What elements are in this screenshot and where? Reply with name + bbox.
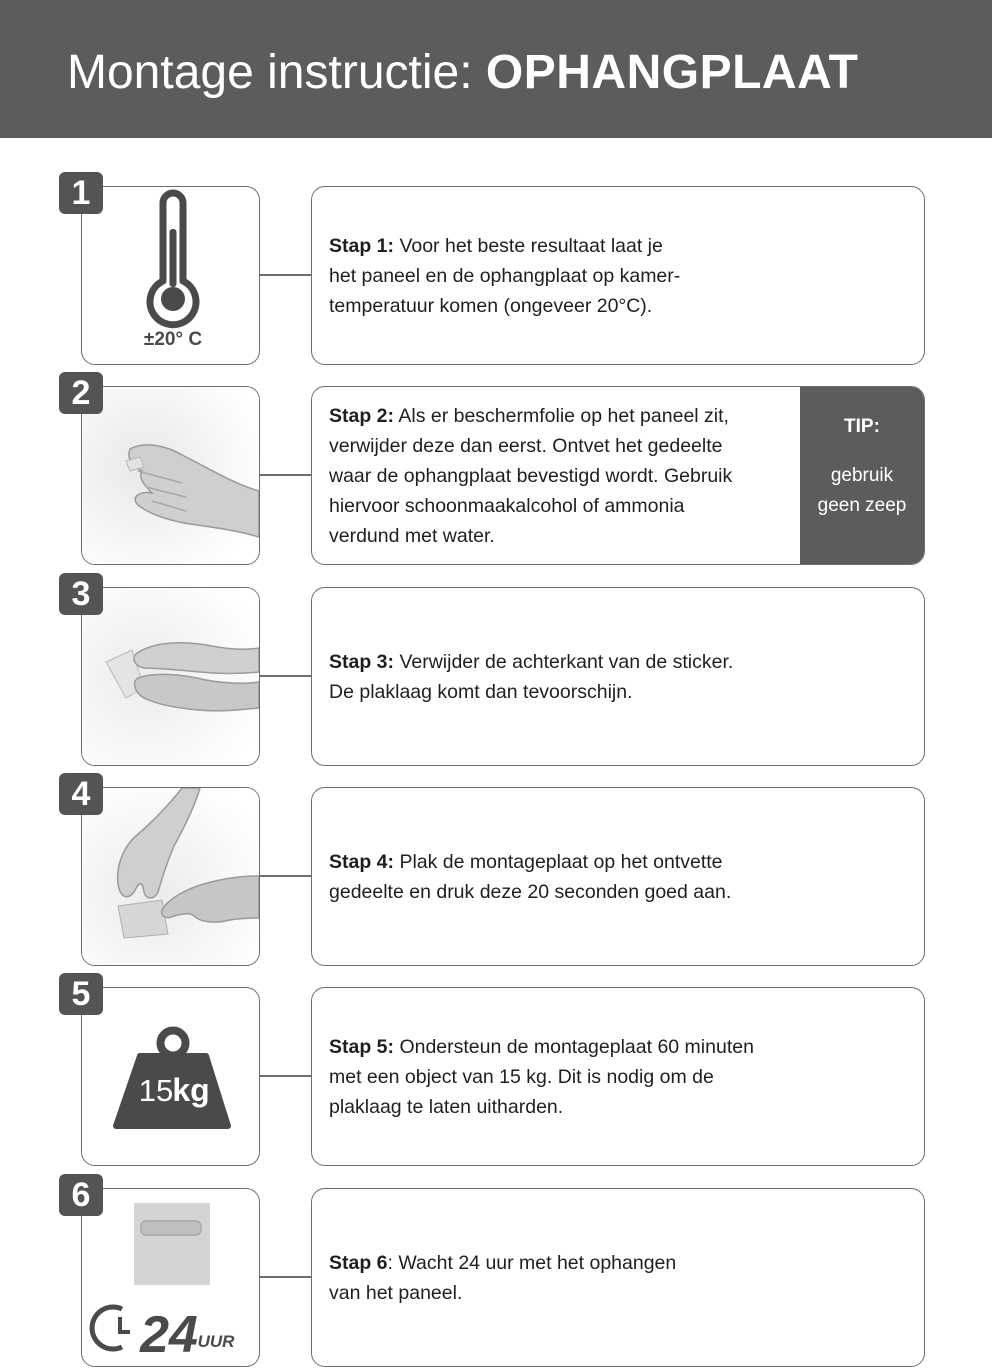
step-3 bbox=[0, 575, 992, 767]
tip-title: TIP: bbox=[844, 416, 880, 437]
step-4 bbox=[0, 775, 992, 967]
hands-peeling-sticker-photo bbox=[82, 588, 259, 765]
step-number-badge: 6 bbox=[59, 1174, 103, 1216]
connector-line bbox=[260, 1075, 312, 1077]
temperature-label: ±20° C bbox=[143, 329, 203, 350]
step-3-text-box bbox=[311, 587, 925, 766]
step-5-image bbox=[81, 987, 260, 1166]
page-title bbox=[67, 44, 859, 102]
step-4-text-box bbox=[311, 787, 925, 966]
connector-line bbox=[260, 274, 312, 276]
step-2 bbox=[0, 374, 992, 566]
step-label: Stap 3: bbox=[329, 650, 395, 673]
step-6-image bbox=[81, 1188, 260, 1367]
step-label: Stap 6 bbox=[329, 1251, 388, 1274]
mounting-plate-icon bbox=[134, 1203, 210, 1285]
step-number-badge: 3 bbox=[59, 573, 103, 615]
step-6-text-box bbox=[311, 1188, 925, 1367]
step-1-text: Stap 1: Voor het beste resultaat laat je het paneel en de ophangplaat op kamer- temperatuur komen (ongeveer 20°C). bbox=[329, 234, 681, 317]
weight-icon bbox=[82, 988, 259, 1165]
step-5-text: Stap 5: Ondersteun de montageplaat 60 minuten met een object van 15 kg. Dit is nodig om de plaklaag te laten uitharden. bbox=[329, 1035, 754, 1118]
hands-pressing-plate-photo bbox=[82, 788, 259, 965]
step-5-text-box bbox=[311, 987, 925, 1166]
connector-line bbox=[260, 474, 312, 476]
step-label: Stap 1: bbox=[329, 234, 395, 257]
step-number-badge: 1 bbox=[59, 172, 103, 214]
step-2-image bbox=[81, 386, 260, 565]
clock-24-hours-icon bbox=[82, 1189, 259, 1366]
step-2-text: Stap 2: Als er beschermfolie op het paneel zit, verwijder deze dan eerst. Ontvet het gedeelte waar de ophangplaat bevestigd wordt. Gebruik hiervoor schoonmaakalcohol of ammonia verdund met water. bbox=[329, 404, 733, 547]
step-2-text-box bbox=[311, 386, 925, 565]
connector-line bbox=[260, 875, 312, 877]
step-number-badge: 5 bbox=[59, 973, 103, 1015]
step-number-badge: 2 bbox=[59, 372, 103, 414]
hours-number: 24 bbox=[140, 1306, 198, 1364]
step-label: Stap 4: bbox=[329, 850, 395, 873]
step-3-text: Stap 3: Verwijder de achterkant van de sticker. De plaklaag komt dan tevoorschijn. bbox=[329, 650, 734, 703]
title-prefix: Montage instructie: bbox=[67, 46, 473, 99]
page-header bbox=[0, 0, 992, 138]
weight-unit: kg bbox=[172, 1072, 210, 1108]
step-3-image bbox=[81, 587, 260, 766]
tip-box bbox=[800, 387, 924, 564]
connector-line bbox=[260, 1276, 312, 1278]
step-6-text: Stap 6: Wacht 24 uur met het ophangen van het paneel. bbox=[329, 1251, 677, 1304]
step-4-image bbox=[81, 787, 260, 966]
weight-number: 15 bbox=[138, 1073, 174, 1108]
step-label: Stap 5: bbox=[329, 1035, 395, 1058]
step-1 bbox=[0, 174, 992, 366]
step-5 bbox=[0, 975, 992, 1167]
hand-cleaning-photo bbox=[82, 387, 259, 564]
hours-unit: UUR bbox=[197, 1332, 235, 1351]
step-label: Stap 2: bbox=[329, 404, 395, 427]
step-1-text-box bbox=[311, 186, 925, 365]
title-bold: OPHANGPLAAT bbox=[485, 46, 859, 99]
step-number-badge: 4 bbox=[59, 773, 103, 815]
tip-text-line-2: geen zeep bbox=[817, 495, 907, 516]
tip-text-line-1: gebruik bbox=[830, 465, 894, 486]
step-1-image bbox=[81, 186, 260, 365]
step-4-text: Stap 4: Plak de montageplaat op het ontvette gedeelte en druk deze 20 seconden goed aan. bbox=[329, 850, 732, 903]
thermometer-icon bbox=[82, 187, 259, 364]
step-6 bbox=[0, 1176, 992, 1368]
connector-line bbox=[260, 675, 312, 677]
